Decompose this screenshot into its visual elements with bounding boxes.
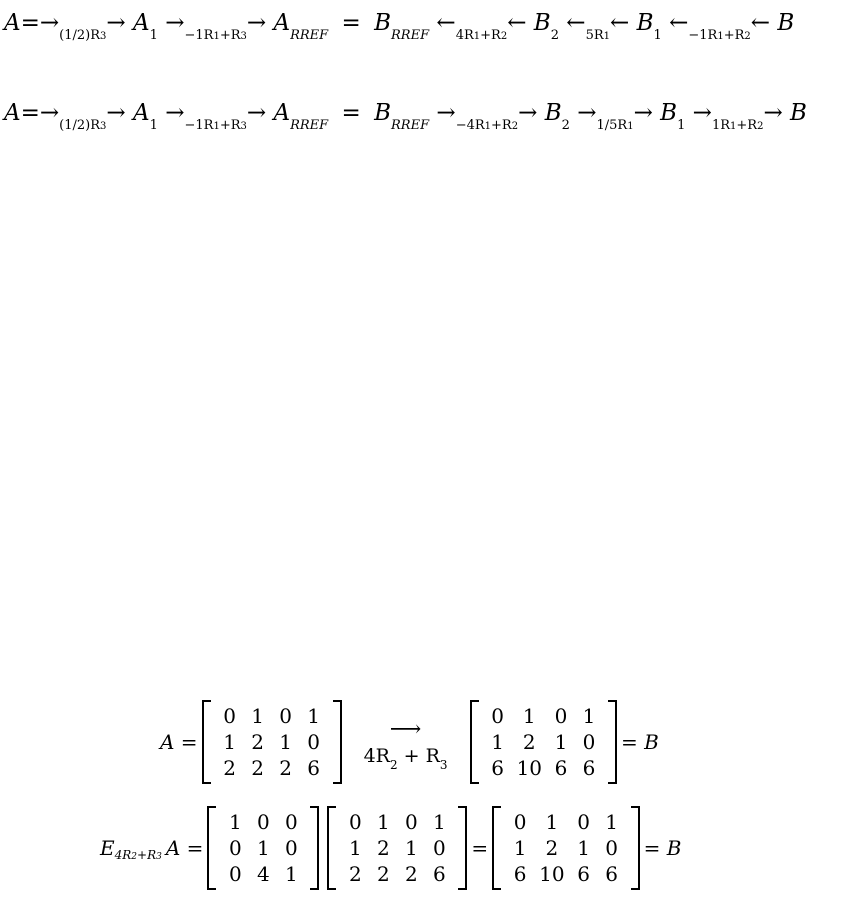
left-bracket xyxy=(207,806,216,890)
chain1-Brref: B xyxy=(374,10,392,36)
chain1-back-step1-label: 4R1+R2 xyxy=(455,28,508,43)
matrix-cell: 10 xyxy=(516,756,543,780)
matrix-cell: 1 xyxy=(582,704,596,728)
chain2-A1: A xyxy=(133,100,150,126)
chain1-Brref-sub: RREF xyxy=(391,28,430,43)
matrix-cell: 1 xyxy=(349,836,362,860)
matrix-cell: 6 xyxy=(582,756,596,780)
chain1-equals: = xyxy=(341,10,361,36)
matrix-cell: 2 xyxy=(377,836,390,860)
matrix-cell: 0 xyxy=(229,836,242,860)
matrix-B-2 xyxy=(492,806,639,890)
row2-E: E xyxy=(100,836,115,860)
matrix-cell: 0 xyxy=(285,836,298,860)
chain2-arrow2: → xyxy=(165,100,185,126)
matrix-A xyxy=(202,700,342,784)
matrix-cell: 0 xyxy=(307,730,320,754)
matrix-cell: 2 xyxy=(223,756,236,780)
matrix-cell: 0 xyxy=(582,730,596,754)
matrix-cell: 0 xyxy=(223,704,236,728)
matrix-cell: 1 xyxy=(377,810,390,834)
right-bracket xyxy=(631,806,640,890)
matrix-cell: 6 xyxy=(433,862,446,886)
chain2-A: A xyxy=(4,100,21,126)
chain1-back-arrow3-end: ← xyxy=(750,10,771,36)
chain2-step2-label: −1R1+R3 xyxy=(184,118,247,133)
matrix-cell: 0 xyxy=(513,810,527,834)
matrix-cell: 2 xyxy=(377,862,390,886)
chain2-Arref: A xyxy=(273,100,291,126)
matrix-A-2 xyxy=(327,806,467,890)
chain1-A1: A xyxy=(133,10,150,36)
long-right-arrow: ⟶ xyxy=(389,716,422,742)
matrix-cell: 2 xyxy=(251,730,264,754)
chain2-fwd-arrow3-end: → xyxy=(763,100,783,126)
row2-A-eq: A = xyxy=(165,836,204,860)
matrix-cell: 2 xyxy=(349,862,362,886)
matrix-cell: 1 xyxy=(577,836,590,860)
right-bracket xyxy=(310,806,319,890)
matrix-cell: 1 xyxy=(522,704,536,728)
matrix-E xyxy=(207,806,319,890)
chain2-B2-sub: 2 xyxy=(561,118,570,133)
chain2-fwd-step1-label: −4R1+R2 xyxy=(455,118,519,133)
matrix-cell: 0 xyxy=(554,704,568,728)
chain1-B2-sub: 2 xyxy=(550,28,559,43)
matrix-cell: 10 xyxy=(539,862,565,886)
matrix-cell: 2 xyxy=(251,756,264,780)
chain1-arrow2: → xyxy=(165,10,185,36)
matrix-cell: 0 xyxy=(349,810,362,834)
matrix-cell: 0 xyxy=(257,810,270,834)
chain1-back-arrow2: ← xyxy=(566,10,586,36)
chain2-fwd-arrow1: → xyxy=(436,100,456,126)
chain1-back-arrow2-end: ← xyxy=(610,10,630,36)
row-operation-label: $4R_2 + R_3$ xyxy=(363,744,448,772)
chain2-Brref: B xyxy=(374,100,392,126)
chain1-Arref: A xyxy=(273,10,291,36)
matrix-cell: 1 xyxy=(513,836,527,860)
matrix-B xyxy=(470,700,617,784)
chain1-back-arrow1: ← xyxy=(436,10,456,36)
matrix-cell: 0 xyxy=(433,836,446,860)
chain1-B1: B xyxy=(636,10,654,36)
matrix-cell: 1 xyxy=(405,836,418,860)
left-bracket xyxy=(492,806,501,890)
left-bracket xyxy=(470,700,479,784)
chain1-B: B xyxy=(777,10,795,36)
matrix-cell: 2 xyxy=(522,730,536,754)
chain2-Arref-sub: RREF xyxy=(290,118,329,133)
matrix-cell: 4 xyxy=(257,862,270,886)
row2-equals: = xyxy=(471,836,489,860)
matrix-cell: 1 xyxy=(279,730,292,754)
chain2-fwd-arrow2-end: → xyxy=(633,100,653,126)
matrix-cell: 0 xyxy=(279,704,292,728)
right-bracket xyxy=(608,700,617,784)
matrix-cell: 6 xyxy=(554,756,568,780)
reduction-chain-2 xyxy=(4,98,807,133)
matrix-cell: 0 xyxy=(229,862,242,886)
chain1-arrow1: → xyxy=(106,10,126,36)
row-operation-arrow xyxy=(363,716,448,772)
chain1-back-arrow1-end: ← xyxy=(507,10,527,36)
matrix-cell: 6 xyxy=(605,862,618,886)
matrix-cell: 1 xyxy=(433,810,446,834)
row2-E-subscript: 4R2+R3 xyxy=(114,847,162,862)
matrix-cell: 1 xyxy=(251,704,264,728)
left-bracket xyxy=(327,806,336,890)
matrix-cell: 6 xyxy=(577,862,590,886)
chain1-eq-arrow: =→ xyxy=(20,10,60,36)
right-bracket xyxy=(458,806,467,890)
reduction-chain-1 xyxy=(4,8,794,43)
chain2-B2: B xyxy=(544,100,562,126)
matrix-cell: 6 xyxy=(491,756,504,780)
chain1-Arref-sub: RREF xyxy=(290,28,329,43)
chain1-B1-sub: 1 xyxy=(653,28,662,43)
row2-rhs: = B xyxy=(643,836,682,860)
chain1-arrow3: → xyxy=(246,10,267,36)
chain1-B2: B xyxy=(533,10,551,36)
matrix-cell: 6 xyxy=(307,756,320,780)
chain1-back-step3-label: −1R1+R2 xyxy=(688,28,751,43)
matrix-cell: 1 xyxy=(229,810,242,834)
matrix-cell: 0 xyxy=(405,810,418,834)
chain1-back-step2-label: 5R1 xyxy=(585,28,611,43)
matrix-cell: 2 xyxy=(545,836,559,860)
row1-rhs: = B xyxy=(621,730,659,754)
chain2-step1-label: (1/2)R3 xyxy=(59,118,107,133)
row1-lhs: A = xyxy=(160,730,198,754)
chain2-fwd-step2-label: 1/5R1 xyxy=(596,118,634,133)
chain2-fwd-step3-label: 1R1+R2 xyxy=(711,118,764,133)
matrix-cell: 1 xyxy=(307,704,320,728)
matrix-cell: 2 xyxy=(279,756,292,780)
chain1-A: A xyxy=(4,10,21,36)
matrix-cell: 1 xyxy=(491,730,504,754)
matrix-cell: 1 xyxy=(554,730,568,754)
matrix-cell: 0 xyxy=(605,836,618,860)
matrix-cell: 1 xyxy=(605,810,618,834)
chain1-step2-label: −1R1+R3 xyxy=(184,28,247,43)
chain2-A1-sub: 1 xyxy=(149,118,158,133)
chain2-B1-sub: 1 xyxy=(677,118,686,133)
matrix-cell: 0 xyxy=(285,810,298,834)
chain2-arrow1: → xyxy=(106,100,126,126)
matrix-cell: 1 xyxy=(257,836,270,860)
elementary-matrix-equation xyxy=(100,806,681,890)
chain2-fwd-arrow1-end: → xyxy=(518,100,538,126)
matrix-cell: 2 xyxy=(405,862,418,886)
row-operation-equation xyxy=(160,700,659,784)
chain2-arrow3: → xyxy=(246,100,267,126)
matrix-cell: 0 xyxy=(577,810,590,834)
chain1-step1-label: (1/2)R3 xyxy=(59,28,107,43)
matrix-cell: 1 xyxy=(285,862,298,886)
right-bracket xyxy=(333,700,342,784)
matrix-cell: 0 xyxy=(491,704,504,728)
chain2-equals: = xyxy=(341,100,361,126)
chain1-A1-sub: 1 xyxy=(149,28,158,43)
chain2-fwd-arrow2: → xyxy=(577,100,597,126)
matrix-cell: 1 xyxy=(545,810,559,834)
chain2-eq-arrow: =→ xyxy=(20,100,60,126)
chain2-Brref-sub: RREF xyxy=(391,118,430,133)
matrix-cell: 6 xyxy=(513,862,527,886)
chain2-B: B xyxy=(790,100,807,126)
matrix-cell: 1 xyxy=(223,730,236,754)
chain2-fwd-arrow3: → xyxy=(692,100,712,126)
chain2-B1: B xyxy=(660,100,678,126)
left-bracket xyxy=(202,700,211,784)
chain1-back-arrow3: ← xyxy=(669,10,689,36)
